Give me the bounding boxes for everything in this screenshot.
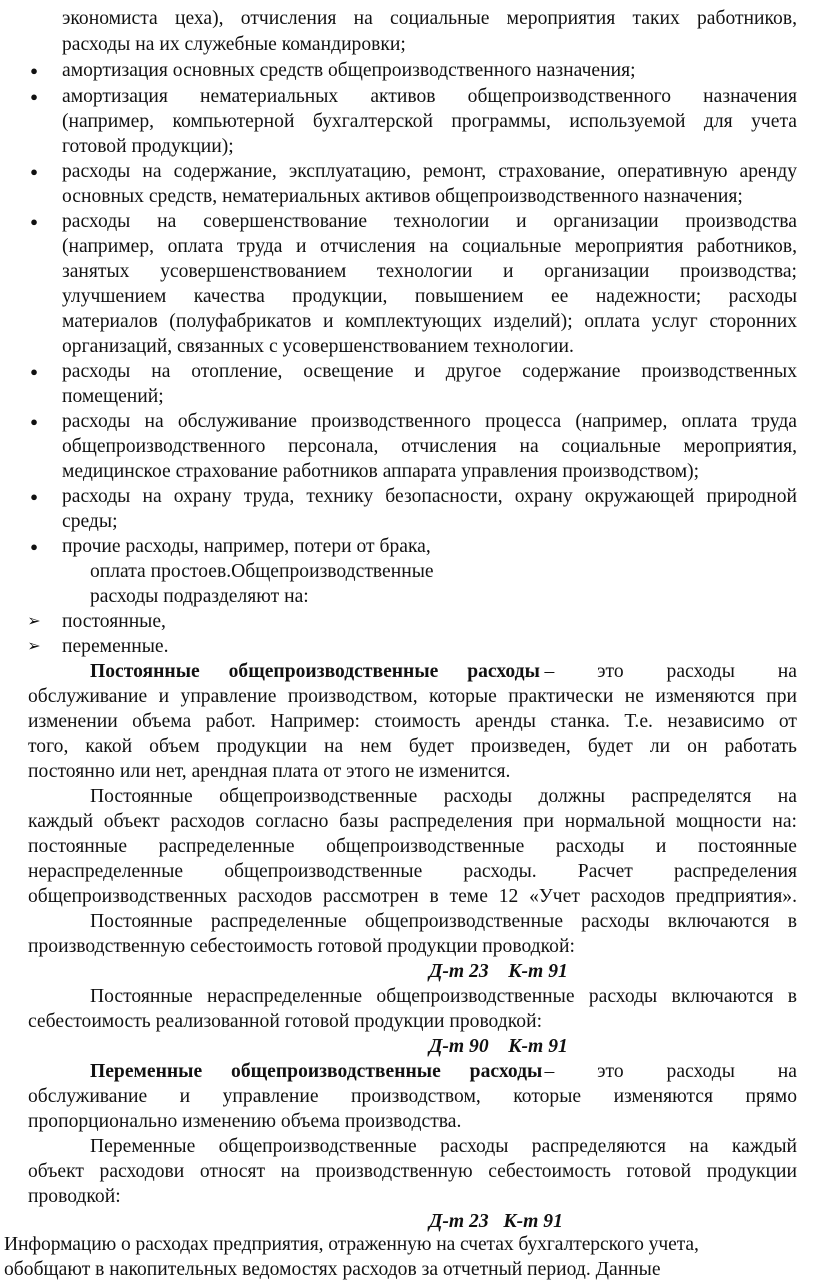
paragraph-line: обобщают в накопительных ведомостях расходов за отчетный период. Данные xyxy=(4,1259,661,1280)
paragraph-line: каждый объект расходов согласно базы распределения при нормальной мощности на: xyxy=(28,811,797,832)
list-item: общепроизводственного персонала, отчисления на социальные мероприятия, xyxy=(62,436,797,457)
accounting-entry: Д-т 23 К-т 91 xyxy=(429,961,568,982)
intro-line: расходы на их служебные командировки; xyxy=(62,34,406,55)
variable-costs-definition-start: – это расходы на xyxy=(544,1061,797,1082)
list-item: основных средств, нематериальных активов общепроизводственного назначения; xyxy=(62,186,743,207)
list-item: прочие расходы, например, потери от брака, xyxy=(62,536,431,557)
list-item: расходы на совершенствование технологии и организации производства xyxy=(62,211,797,232)
bullet-icon: ● xyxy=(30,164,38,179)
list-item: улучшением качества продукции, повышением ее надежности; расходы xyxy=(62,286,797,307)
paragraph-line: постоянно или нет, арендная плата от этого не изменится. xyxy=(28,761,511,782)
bullet-icon: ● xyxy=(30,489,38,504)
paragraph-line: себестоимость реализованной готовой продукции проводкой: xyxy=(28,1011,543,1032)
paragraph-line: изменении объема работ. Например: стоимость аренды станка. Т.е. независимо от xyxy=(28,711,797,732)
paragraph-line: объект расходови относят на производственную себестоимость готовой продукции xyxy=(28,1161,797,1182)
list-item: среды; xyxy=(62,511,118,532)
arrow-list-item: переменные. xyxy=(62,636,169,657)
paragraph-line: обслуживание и управление производством, которые изменяются прямо xyxy=(28,1086,797,1107)
list-item: расходы на отопление, освещение и другое содержание производственных xyxy=(62,361,797,382)
paragraph-line: Переменные общепроизводственные расходы распределяются на каждый xyxy=(90,1136,797,1157)
list-item: помещений; xyxy=(62,386,164,407)
arrow-bullet-icon: ➢ xyxy=(27,613,41,630)
list-item: готовой продукции); xyxy=(62,136,234,157)
arrow-list-item: постоянные, xyxy=(62,611,166,632)
paragraph-line: обслуживание и управление производством, которые практически не изменяются при xyxy=(28,686,797,707)
paragraph-line: Постоянные общепроизводственные расходы должны распределятся на xyxy=(90,786,797,807)
accounting-entry: Д-т 23 К-т 91 xyxy=(429,1211,563,1232)
paragraph-line: Постоянные распределенные общепроизводственные расходы включаются в xyxy=(90,911,797,932)
list-item: оплата простоев.Общепроизводственные xyxy=(90,561,434,582)
fixed-costs-definition-start: – это расходы на xyxy=(544,661,797,682)
paragraph-line: проводкой: xyxy=(28,1186,121,1207)
list-item: (например, оплата труда и отчисления на социальные мероприятия работников, xyxy=(62,236,797,257)
list-item: занятых усовершенствованием технологии и организации производства; xyxy=(62,261,797,282)
paragraph-line: нераспределенные общепроизводственные расходы. Расчет распределения xyxy=(28,861,797,882)
bullet-icon: ● xyxy=(30,63,38,78)
list-item: (например, компьютерной бухгалтерской программы, используемой для учета xyxy=(62,111,797,132)
list-item: расходы на охрану труда, технику безопасности, охрану окружающей природной xyxy=(62,486,797,507)
list-item: амортизация нематериальных активов общепроизводственного назначения xyxy=(62,86,797,107)
list-item: расходы на обслуживание производственного процесса (например, оплата труда xyxy=(62,411,797,432)
list-item: материалов (полуфабрикатов и комплектующих изделий); оплата услуг сторонних xyxy=(62,311,797,332)
paragraph-line: пропорционально изменению объема производства. xyxy=(28,1111,462,1132)
paragraph-line: Постоянные нераспределенные общепроизводственные расходы включаются в xyxy=(90,986,797,1007)
list-item: медицинское страхование работников аппарата управления производством); xyxy=(62,461,700,482)
list-item: амортизация основных средств общепроизводственного назначения; xyxy=(62,60,636,81)
variable-costs-first-line xyxy=(90,1059,797,1084)
bullet-icon: ● xyxy=(30,89,38,104)
bullet-icon: ● xyxy=(30,539,38,554)
bullet-icon: ● xyxy=(30,414,38,429)
accounting-entry: Д-т 90 К-т 91 xyxy=(429,1036,568,1057)
variable-costs-term: Переменные общепроизводственные расходы xyxy=(90,1061,543,1082)
list-item: расходы подразделяют на: xyxy=(90,586,309,607)
list-item: организаций, связанных с усовершенствованием технологии. xyxy=(62,336,574,357)
arrow-bullet-icon: ➢ xyxy=(27,638,41,655)
intro-line: экономиста цеха), отчисления на социальные мероприятия таких работников, xyxy=(62,8,797,29)
fixed-costs-term: Постоянные общепроизводственные расходы xyxy=(90,661,540,682)
bullet-icon: ● xyxy=(30,364,38,379)
paragraph-line: Информацию о расходах предприятия, отраженную на счетах бухгалтерского учета, xyxy=(4,1234,699,1255)
paragraph-line: того, какой объем продукции на нем будет произведен, будет ли он работать xyxy=(28,736,797,757)
paragraph-line: постоянные распределенные общепроизводственные расходы и постоянные xyxy=(28,836,797,857)
fixed-costs-first-line xyxy=(90,659,797,684)
list-item: расходы на содержание, эксплуатацию, ремонт, страхование, оперативную аренду xyxy=(62,161,797,182)
bullet-icon: ● xyxy=(30,214,38,229)
paragraph-line: общепроизводственных расходов рассмотрен в теме 12 «Учет расходов предприятия». xyxy=(28,886,797,907)
paragraph-line: производственную себестоимость готовой продукции проводкой: xyxy=(28,936,575,957)
